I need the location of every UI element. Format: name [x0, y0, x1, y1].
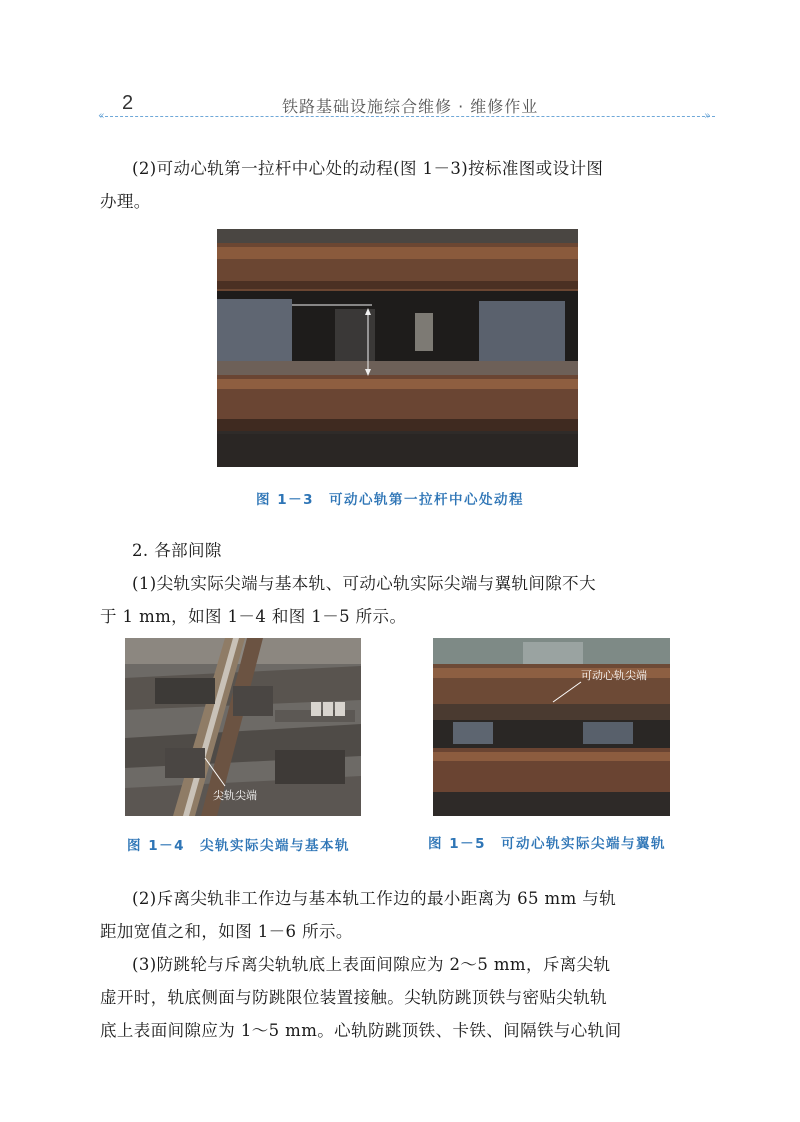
figure-1-4-caption: 图 1－4 尖轨实际尖端与基本轨 — [127, 838, 350, 854]
header-rule-mark-right-icon: » — [704, 109, 711, 122]
paragraph-min-distance — [100, 882, 700, 1047]
section-heading: 2. 各部间隙 — [132, 541, 222, 560]
figure-1-5-label: 可动心轨尖端 — [581, 669, 647, 682]
paragraph-line: 距加宽值之和，如图 1－6 所示。 — [100, 922, 353, 941]
figure-1-4-photo — [125, 638, 361, 816]
page-number: 2 — [122, 92, 134, 114]
header-divider — [100, 116, 715, 117]
running-header-title: 铁路基础设施综合维修 · 维修作业 — [282, 97, 539, 116]
figure-1-3-photo — [217, 229, 578, 467]
paragraph-line: (3)防跳轮与斥离尖轨轨底上表面间隙应为 2～5 mm，斥离尖轨 — [132, 955, 611, 974]
figure-1-5-photo — [433, 638, 670, 816]
paragraph-line: (2)可动心轨第一拉杆中心处的动程(图 1－3)按标准图或设计图 — [132, 159, 604, 178]
figure-1-5-caption: 图 1－5 可动心轨实际尖端与翼轨 — [428, 836, 666, 852]
figure-1-3-caption: 图 1－3 可动心轨第一拉杆中心处动程 — [256, 492, 524, 508]
figure-1-4-label: 尖轨尖端 — [213, 789, 257, 802]
paragraph-gaps — [100, 534, 700, 633]
running-header — [100, 88, 715, 124]
paragraph-line: (2)斥离尖轨非工作边与基本轨工作边的最小距离为 65 mm 与轨 — [132, 889, 617, 908]
paragraph-line: (1)尖轨实际尖端与基本轨、可动心轨实际尖端与翼轨间隙不大 — [132, 574, 596, 593]
paragraph-line: 于 1 mm，如图 1－4 和图 1－5 所示。 — [100, 607, 407, 626]
paragraph-line: 办理。 — [100, 192, 151, 211]
header-rule-mark-left-icon: « — [98, 109, 105, 122]
paragraph-movement-stroke — [100, 152, 700, 218]
paragraph-line: 虚开时，轨底侧面与防跳限位装置接触。尖轨防跳顶铁与密贴尖轨轨 — [100, 988, 607, 1007]
paragraph-line: 底上表面间隙应为 1～5 mm。心轨防跳顶铁、卡铁、间隔铁与心轨间 — [100, 1021, 622, 1040]
